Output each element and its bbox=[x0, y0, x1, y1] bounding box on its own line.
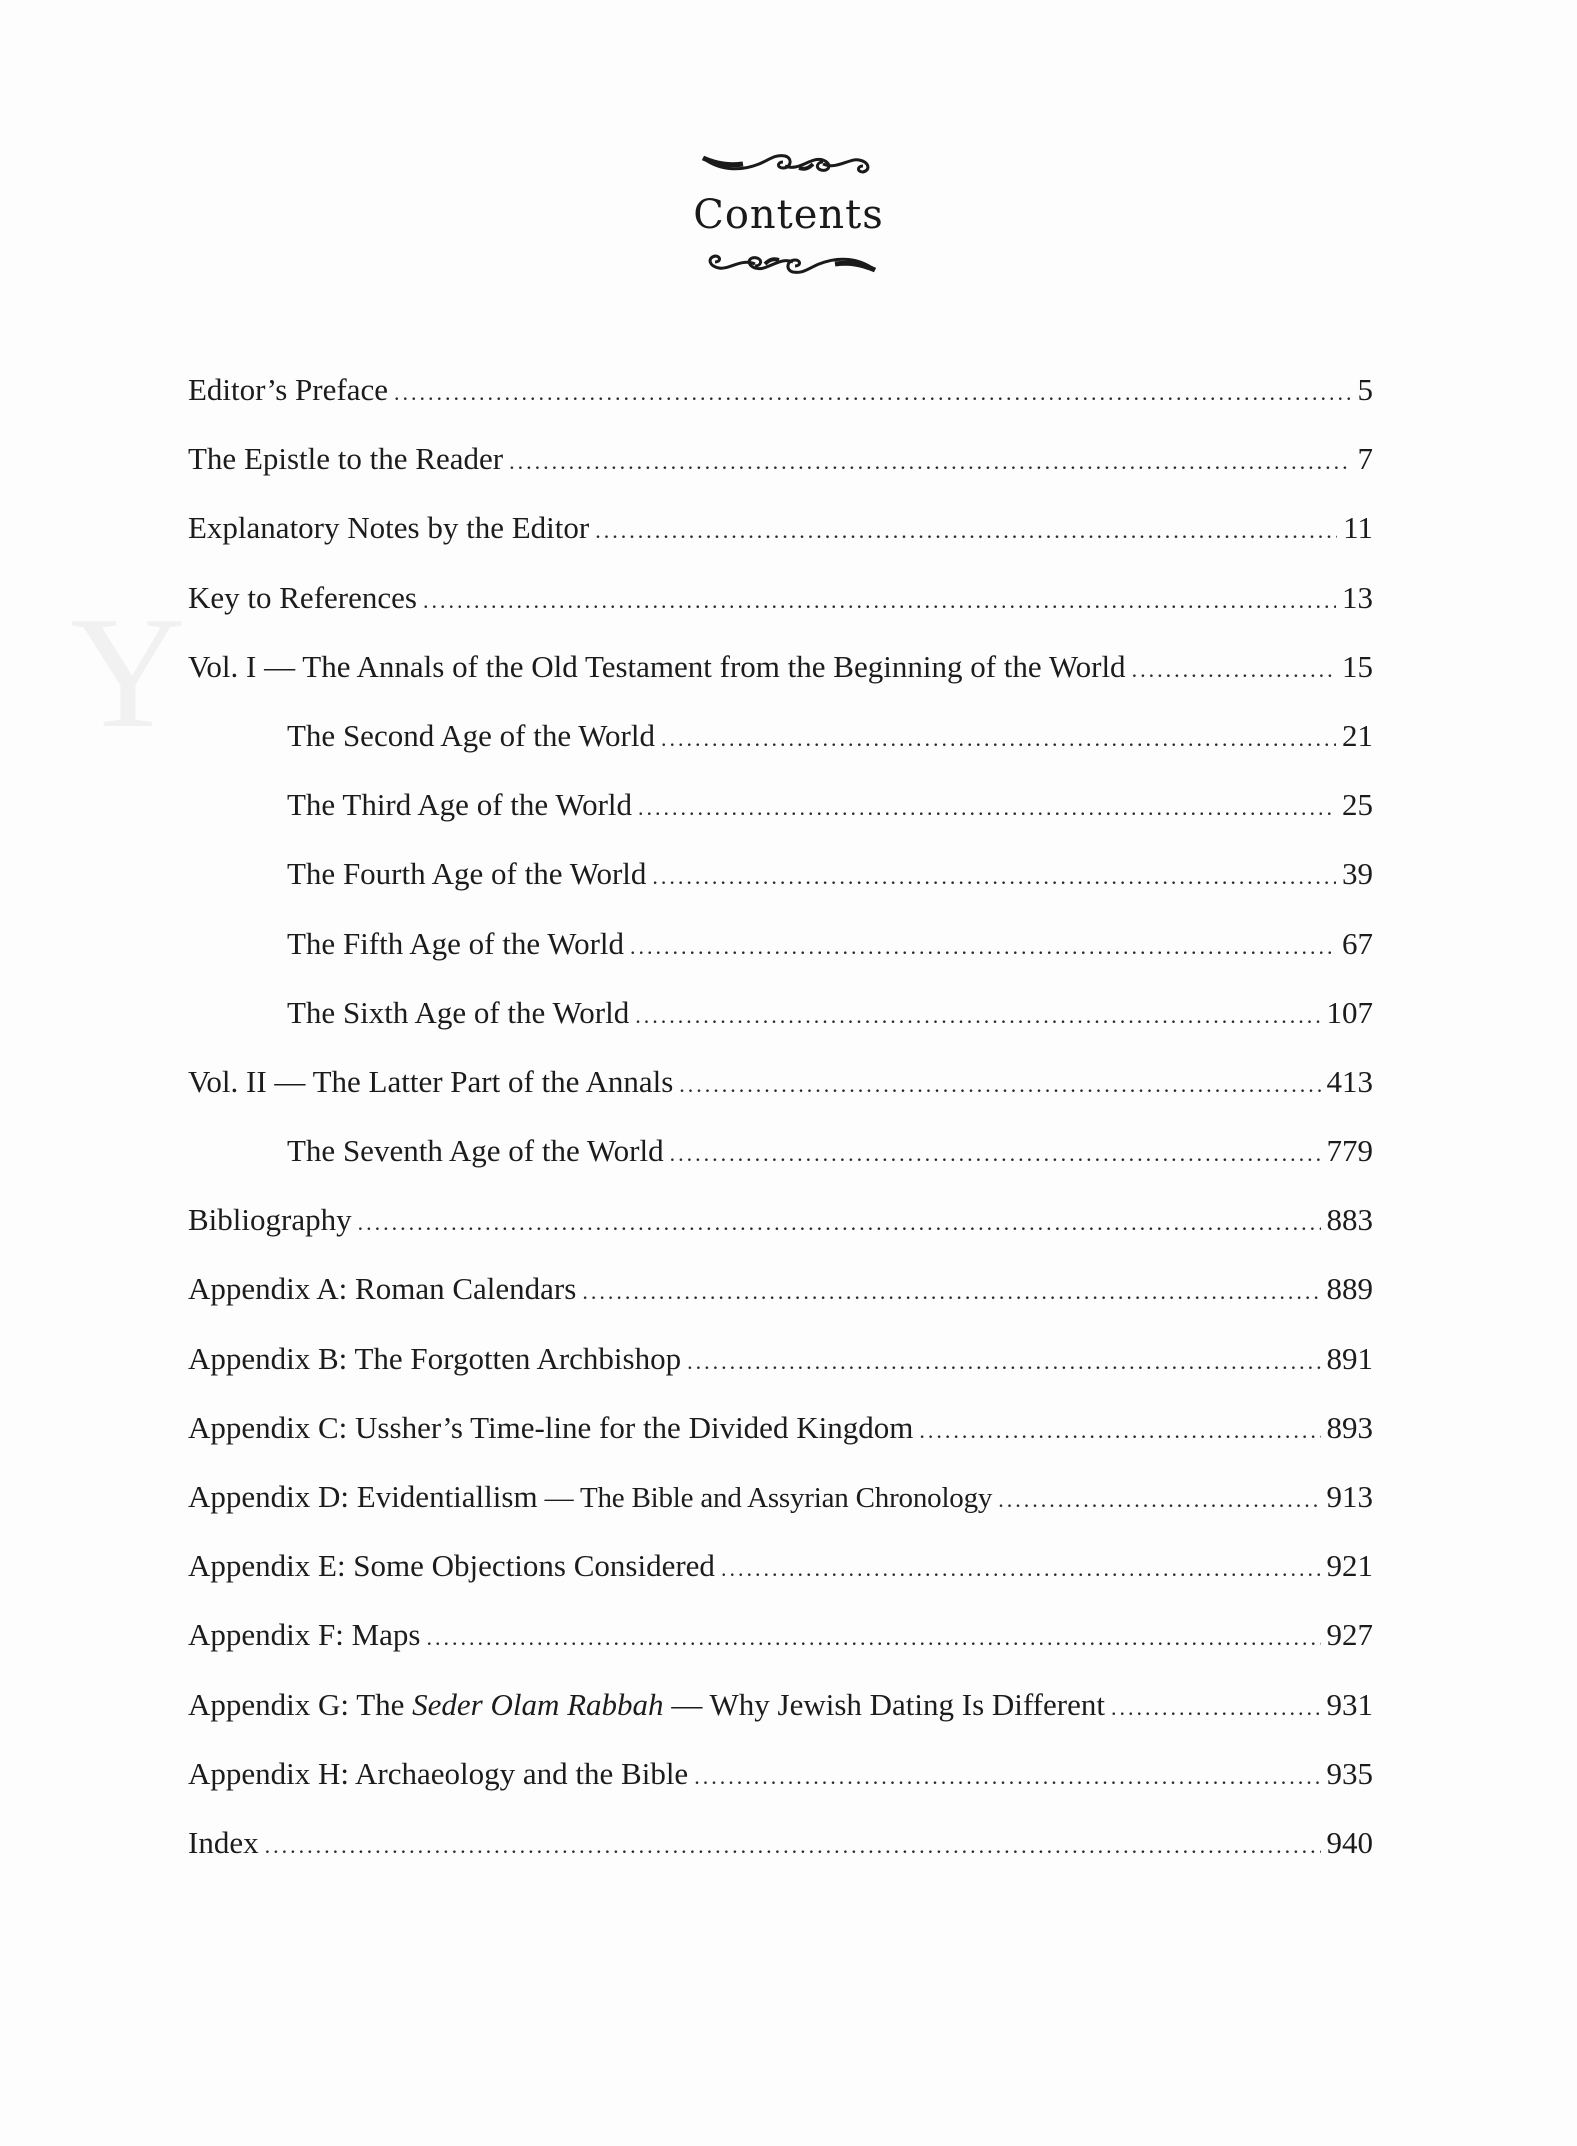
toc-entry-title bbox=[287, 856, 646, 892]
toc-entry[interactable] bbox=[188, 1756, 1373, 1825]
toc-entry[interactable] bbox=[188, 372, 1373, 441]
toc-entry-title bbox=[188, 1271, 576, 1307]
toc-entry-title-text: The Epistle to the Reader bbox=[188, 441, 504, 477]
toc-entry-title bbox=[287, 995, 629, 1031]
toc-entry-title-text: Appendix C: Ussher’s Time-line for the Divided Kingdom bbox=[188, 1409, 914, 1445]
toc-entry-title-text: The Fourth Age of the World bbox=[287, 856, 647, 892]
toc-entry-page: 11 bbox=[1343, 510, 1373, 546]
bottom-flourish-icon bbox=[699, 250, 879, 278]
toc-entry[interactable] bbox=[188, 1133, 1373, 1202]
toc-entry[interactable] bbox=[188, 580, 1373, 649]
dot-leader bbox=[595, 518, 1337, 544]
toc-entry-page: 21 bbox=[1342, 717, 1373, 753]
toc-entry[interactable] bbox=[188, 926, 1373, 995]
dot-leader bbox=[679, 1072, 1320, 1098]
dot-leader bbox=[423, 588, 1336, 614]
toc-entry-title-text: Index bbox=[188, 1824, 259, 1860]
toc-entry-title-text: Appendix G: The bbox=[188, 1686, 413, 1722]
dot-leader bbox=[687, 1349, 1320, 1375]
toc-entry-title-text: Appendix A: Roman Calendars bbox=[188, 1271, 577, 1307]
dot-leader bbox=[582, 1279, 1320, 1305]
table-of-contents bbox=[188, 372, 1373, 1894]
toc-entry-title-text: Appendix D: Evidentiallism bbox=[188, 1479, 538, 1514]
dot-leader bbox=[427, 1625, 1321, 1651]
toc-entry-title bbox=[188, 1617, 421, 1653]
dot-leader bbox=[721, 1556, 1321, 1582]
toc-entry-page: 927 bbox=[1326, 1617, 1373, 1653]
toc-entry-title-italic: Seder Olam Rabbah bbox=[412, 1686, 664, 1722]
toc-entry-title bbox=[188, 649, 1126, 685]
dot-leader bbox=[998, 1487, 1320, 1513]
dot-leader bbox=[635, 1003, 1320, 1029]
toc-entry[interactable] bbox=[188, 1548, 1373, 1617]
dot-leader bbox=[630, 934, 1336, 960]
toc-entry-title bbox=[188, 372, 388, 408]
toc-entry-title-text: Vol. II — The Latter Part of the Annals bbox=[188, 1063, 674, 1099]
toc-entry-title bbox=[188, 1548, 715, 1584]
toc-entry-page: 25 bbox=[1342, 787, 1373, 823]
bleed-through-decoration: Y bbox=[70, 583, 186, 761]
toc-entry[interactable] bbox=[188, 718, 1373, 787]
toc-entry-title-text: Appendix B: The Forgotten Archbishop bbox=[188, 1340, 682, 1376]
toc-entry-page: 15 bbox=[1342, 648, 1373, 684]
toc-entry-title-rest: — The Bible and Assyrian Chronology bbox=[537, 1482, 993, 1514]
toc-entry-title bbox=[188, 1479, 992, 1515]
toc-entry-title bbox=[188, 1341, 681, 1377]
toc-entry-title bbox=[188, 580, 417, 616]
toc-entry-title-text: Vol. I — The Annals of the Old Testament from the Beginning of the World bbox=[188, 648, 1126, 684]
toc-entry-page: 13 bbox=[1342, 579, 1373, 615]
toc-entry-title-text: Appendix E: Some Objections Considered bbox=[188, 1548, 715, 1584]
toc-entry-page: 39 bbox=[1342, 856, 1373, 892]
dot-leader bbox=[509, 449, 1351, 475]
toc-entry-title bbox=[287, 1133, 664, 1169]
toc-entry-title-text: Appendix F: Maps bbox=[188, 1617, 421, 1653]
toc-entry-title bbox=[188, 441, 503, 477]
toc-entry-title-text: Bibliography bbox=[188, 1202, 352, 1238]
toc-entry-title bbox=[188, 1064, 673, 1100]
toc-entry[interactable] bbox=[188, 1687, 1373, 1756]
toc-entry-page: 889 bbox=[1326, 1271, 1373, 1307]
dot-leader bbox=[1132, 657, 1336, 683]
toc-entry-page: 921 bbox=[1326, 1548, 1373, 1584]
toc-entry-page: 413 bbox=[1326, 1063, 1373, 1099]
dot-leader bbox=[670, 1141, 1321, 1167]
top-flourish-icon bbox=[699, 150, 879, 178]
dot-leader bbox=[1111, 1695, 1321, 1721]
page-title: Contents bbox=[693, 192, 884, 238]
toc-entry-title-text: Editor’s Preface bbox=[188, 372, 388, 407]
dot-leader bbox=[919, 1418, 1320, 1444]
toc-entry-title-text: Appendix H: Archaeology and the Bible bbox=[188, 1755, 689, 1791]
toc-entry-title bbox=[188, 1825, 259, 1861]
toc-entry[interactable] bbox=[188, 510, 1373, 579]
toc-entry[interactable] bbox=[188, 1064, 1373, 1133]
toc-entry-page: 107 bbox=[1326, 994, 1373, 1030]
toc-entry-title-text: The Second Age of the World bbox=[287, 717, 655, 753]
dot-leader bbox=[394, 380, 1352, 406]
toc-entry-page: 7 bbox=[1357, 441, 1373, 477]
toc-entry[interactable] bbox=[188, 1202, 1373, 1271]
toc-entry-page: 893 bbox=[1326, 1409, 1373, 1445]
toc-entry-page: 935 bbox=[1326, 1755, 1373, 1791]
toc-entry-title-text: The Seventh Age of the World bbox=[287, 1133, 664, 1169]
toc-entry-page: 891 bbox=[1326, 1340, 1373, 1376]
toc-entry[interactable] bbox=[188, 1825, 1373, 1894]
toc-entry-title bbox=[188, 1756, 688, 1792]
dot-leader bbox=[652, 864, 1336, 890]
toc-entry-title bbox=[287, 926, 624, 962]
toc-entry-title-text: The Third Age of the World bbox=[287, 787, 633, 823]
toc-entry[interactable] bbox=[188, 1271, 1373, 1340]
toc-entry-title-text: Key to References bbox=[188, 579, 417, 615]
toc-entry[interactable] bbox=[188, 1341, 1373, 1410]
toc-entry[interactable] bbox=[188, 995, 1373, 1064]
toc-entry[interactable] bbox=[188, 787, 1373, 856]
contents-header bbox=[0, 150, 1577, 278]
toc-entry-page: 67 bbox=[1342, 925, 1373, 961]
toc-entry-title-text: Explanatory Notes by the Editor bbox=[188, 510, 590, 546]
toc-entry-title-text: The Fifth Age of the World bbox=[287, 925, 625, 961]
dot-leader bbox=[358, 1210, 1321, 1236]
toc-entry-page: 940 bbox=[1326, 1824, 1373, 1860]
toc-entry-title-rest: — Why Jewish Dating Is Different bbox=[663, 1686, 1105, 1722]
toc-entry[interactable] bbox=[188, 1479, 1373, 1548]
toc-entry[interactable] bbox=[188, 649, 1373, 718]
toc-entry-title bbox=[188, 510, 589, 546]
toc-entry-title bbox=[188, 1687, 1105, 1723]
toc-entry-page: 5 bbox=[1357, 372, 1373, 407]
dot-leader bbox=[694, 1764, 1320, 1790]
toc-entry[interactable] bbox=[188, 856, 1373, 925]
toc-entry[interactable] bbox=[188, 1410, 1373, 1479]
dot-leader bbox=[661, 726, 1336, 752]
dot-leader bbox=[265, 1833, 1321, 1859]
dot-leader bbox=[638, 795, 1336, 821]
toc-entry-page: 883 bbox=[1326, 1202, 1373, 1238]
toc-entry-page: 913 bbox=[1326, 1479, 1373, 1514]
toc-entry-title bbox=[188, 1410, 913, 1446]
toc-entry[interactable] bbox=[188, 441, 1373, 510]
toc-entry[interactable] bbox=[188, 1617, 1373, 1686]
toc-entry-page: 931 bbox=[1326, 1686, 1373, 1722]
toc-entry-title bbox=[287, 787, 632, 823]
toc-entry-title-text: The Sixth Age of the World bbox=[287, 994, 630, 1030]
toc-entry-title bbox=[287, 718, 655, 754]
toc-entry-title bbox=[188, 1202, 352, 1238]
toc-entry-page: 779 bbox=[1326, 1133, 1373, 1169]
